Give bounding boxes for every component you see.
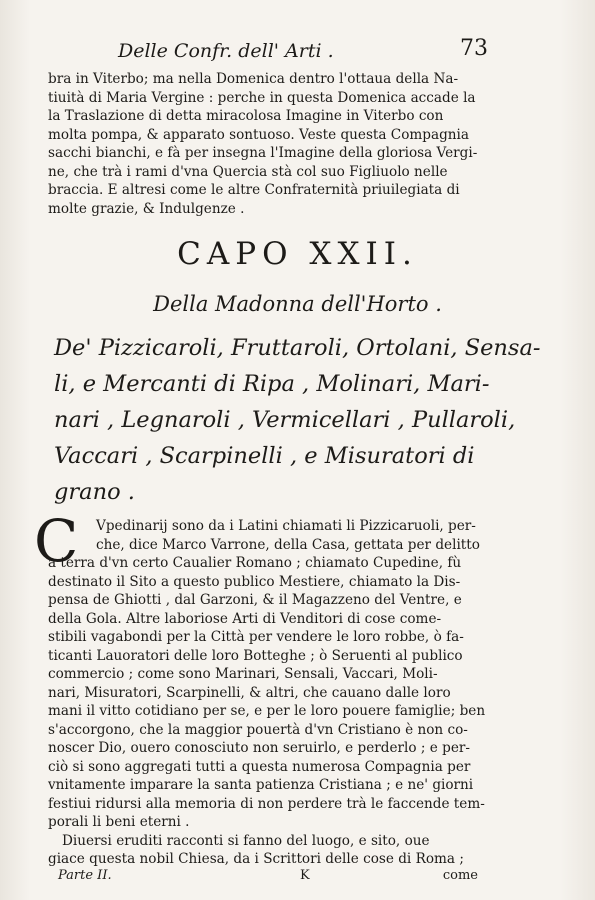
text-line: vnitamente imparare la santa patienza Cristiana ; e ne' giorni bbox=[48, 777, 474, 793]
text-line: ne, che trà i rami d'vna Quercia stà col suo Figliuolo nelle bbox=[48, 163, 448, 180]
signature-mark: K bbox=[300, 868, 310, 883]
text-line: braccia. E altresi come le altre Confraternità priuilegiata di bbox=[48, 182, 460, 198]
text-line: pensa de Ghiotti , dal Garzoni, & il Magazzeno del Ventre, e bbox=[48, 592, 462, 608]
page-header bbox=[118, 36, 488, 66]
text-line: s'accorgono, che la maggior pouertà d'vn Cristiano è non co- bbox=[48, 721, 468, 738]
body-paragraph bbox=[48, 517, 484, 869]
trades-line: li, e Mercanti di Ripa , Molinari, Mari- bbox=[54, 371, 490, 397]
part-label: Parte II. bbox=[58, 868, 112, 883]
page-footer bbox=[58, 868, 478, 890]
text-line: sacchi bianchi, e fà per insegna l'Imagine della gloriosa Vergi- bbox=[48, 145, 478, 161]
text-line: festiui ridursi alla memoria di non perdere trà le faccende tem- bbox=[48, 795, 485, 812]
page-number: 73 bbox=[460, 36, 488, 61]
chapter-title: CAPO XXII. bbox=[177, 236, 418, 272]
text-line: molte grazie, & Indulgenze . bbox=[48, 200, 245, 217]
text-line: a terra d'vn certo Caualier Romano ; chiamato Cupedine, fù bbox=[48, 555, 462, 571]
text-line: noscer Dio, ouero conosciuto non seruirlo, e perderlo ; e per- bbox=[48, 740, 470, 756]
running-title: Delle Confr. dell' Arti . bbox=[118, 40, 334, 62]
intro-paragraph bbox=[48, 70, 484, 218]
text-line: porali li beni eterni . bbox=[48, 814, 190, 830]
text-line: nari, Misuratori, Scarpinelli, & altri, che cauano dalle loro bbox=[48, 684, 451, 701]
text-line: Vpedinarij sono da i Latini chiamati li Pizzicaruoli, per- bbox=[96, 518, 476, 534]
text-line: che, dice Marco Varrone, della Casa, gettata per delitto bbox=[96, 536, 480, 553]
text-line: ciò si sono aggregati tutti a questa numerosa Compagnia per bbox=[48, 758, 471, 775]
text-line: della Gola. Altre laboriose Arti di Venditori di cose come- bbox=[48, 610, 442, 627]
trades-heading bbox=[54, 330, 541, 510]
text-line: mani il vitto cotidiano per se, e per le loro pouere famiglie; ben bbox=[48, 703, 486, 719]
text-line: commercio ; come sono Marinari, Sensali, Vaccari, Moli- bbox=[48, 666, 438, 682]
text-line: la Traslazione di detta miracolosa Imagine in Viterbo con bbox=[48, 108, 444, 124]
text-line: destinato il Sito a questo publico Mestiere, chiamato la Dis- bbox=[48, 573, 461, 590]
text-line: giace questa nobil Chiesa, da i Scrittori delle cose di Roma ; bbox=[48, 851, 464, 867]
text-line: ticanti Lauoratori delle loro Botteghe ; ò Seruenti al publico bbox=[48, 647, 463, 664]
text-line: molta pompa, & apparato sontuoso. Veste questa Compagnia bbox=[48, 126, 469, 143]
catchword: come bbox=[442, 868, 478, 883]
text-line: stibili vagabondi per la Città per vendere le loro robbe, ò fa- bbox=[48, 629, 464, 645]
trades-line: Vaccari , Scarpinelli , e Misuratori di bbox=[54, 443, 475, 469]
trades-line: grano . bbox=[54, 479, 135, 505]
trades-line: nari , Legnaroli , Vermicellari , Pullaroli, bbox=[54, 407, 516, 433]
text-line: tiuità di Maria Vergine : perche in questa Domenica accade la bbox=[48, 89, 476, 106]
drop-cap: C bbox=[34, 507, 79, 575]
text-line: bra in Viterbo; ma nella Domenica dentro l'ottaua della Na- bbox=[48, 71, 459, 87]
chapter-subtitle: Della Madonna dell'Horto . bbox=[153, 292, 442, 316]
trades-line: De' Pizzicaroli, Fruttaroli, Ortolani, Sensa- bbox=[54, 335, 541, 361]
text-line: Diuersi eruditi racconti si fanno del luogo, e sito, oue bbox=[62, 832, 430, 849]
